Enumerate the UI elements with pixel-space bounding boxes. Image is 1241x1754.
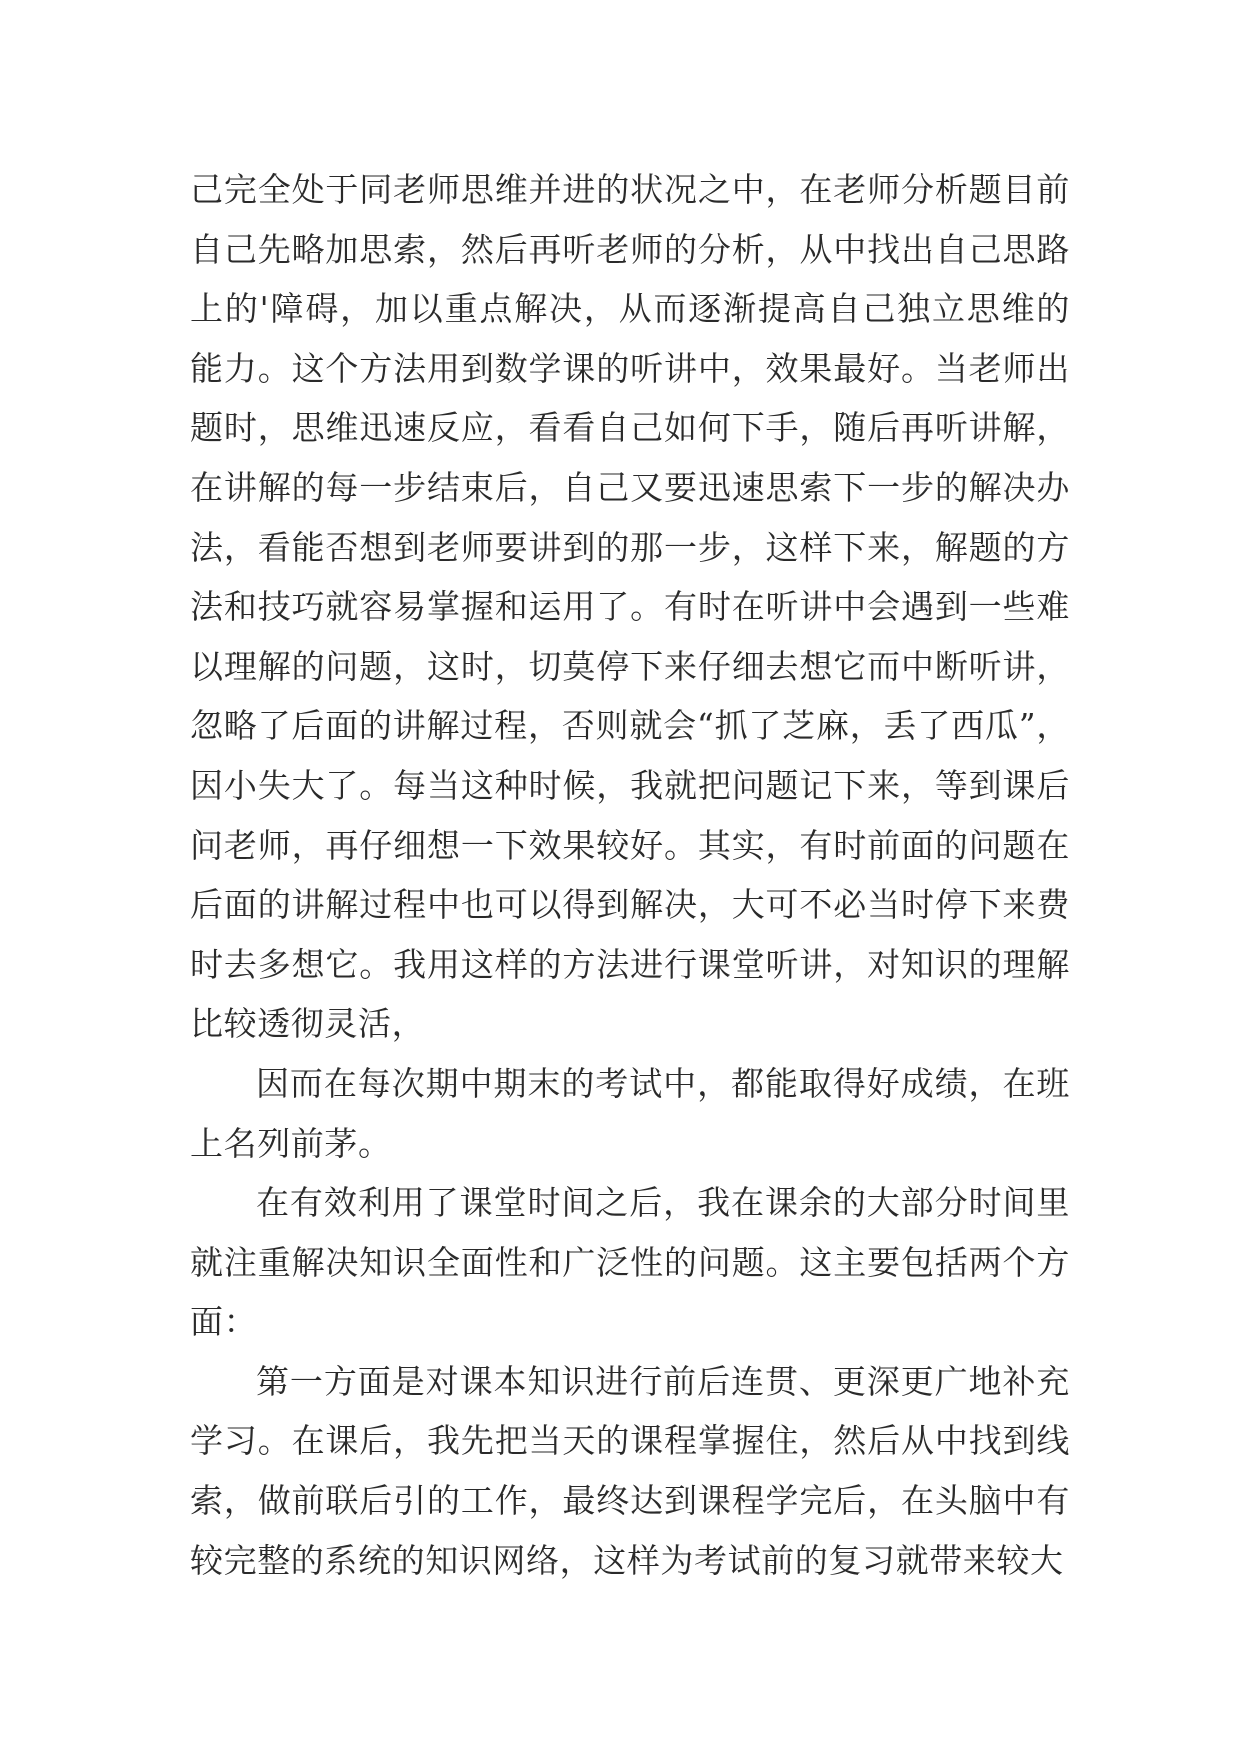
document-body (190, 160, 1070, 1590)
paragraph-4: 第一方面是对课本知识进行前后连贯、更深更广地补充学习。在课后，我先把当天的课程掌握住，然后从中找到线索，做前联后引的工作，最终达到课程学完后，在头脑中有较完整的系统的知识网络，这样为考试前的复习就带来较大 (190, 1361, 1070, 1580)
paragraph-1: 己完全处于同老师思维并进的状况之中，在老师分析题目前自己先略加思索，然后再听老师的分析，从中找出自己思路上的'障碍，加以重点解决，从而逐渐提高自己独立思维的能力。这个方法用到数学课的听讲中，效果最好。当老师出题时，思维迅速反应，看看自己如何下手，随后再听讲解，在讲解的每一步结束后，自己又要迅速思索下一步的解决办法，看能否想到老师要讲到的那一步，这样下来，解题的方法和技巧就容易掌握和运用了。有时在听讲中会遇到一些难以理解的问题，这时，切莫停下来仔细去想它而中断听讲，忽略了后面的讲解过程，否则就会“抓了芝麻，丢了西瓜”，因小失大了。每当这种时候，我就把问题记下来，等到课后问老师，再仔细想一下效果较好。其实，有时前面的问题在后面的讲解过程中也可以得到解决，大可不必当时停下来费时去多想它。我用这样的方法进行课堂听讲，对知识的理解比较透彻灵活， (190, 170, 1070, 1044)
paragraph-2: 因而在每次期中期末的考试中，都能取得好成绩，在班上名列前茅。 (190, 1063, 1070, 1163)
paragraph-3: 在有效利用了课堂时间之后，我在课余的大部分时间里就注重解决知识全面性和广泛性的问题。这主要包括两个方面： (190, 1183, 1070, 1342)
